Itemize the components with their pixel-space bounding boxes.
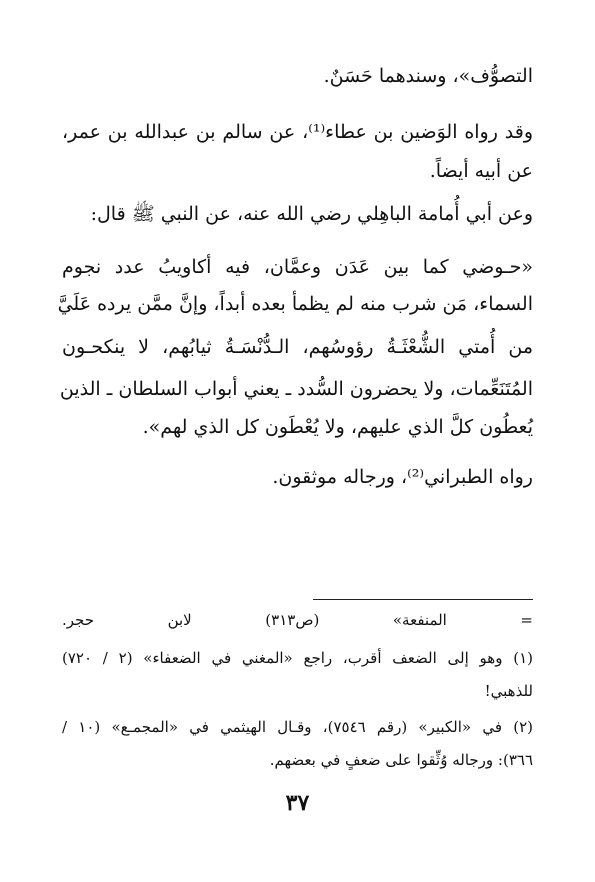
footnote-line-4: (٢) في «الكبير» (رقم ٧٥٤٦)، وقـال الهيثمي في «المجمـع» (١٠ / — [62, 718, 534, 736]
body-line-3: عن أبيه أيضاً. — [429, 160, 533, 182]
body-line-1: التصوُّف»، وسندهما حَسَنٌ. — [323, 65, 533, 87]
footnote-line-1: = المنفعة» (ص٣١٣) لابن حجر. — [62, 611, 533, 629]
body-line-2: وقد رواه الوَضين بن عطاء⁽¹⁾، عن سالم بن عبدالله بن عمر، — [62, 121, 533, 143]
footnote-divider — [313, 599, 533, 600]
body-line-9: يُعطُون كلَّ الذي عليهم، ولا يُعْطَون كل الذي لهم». — [142, 416, 533, 438]
body-line-4: وعن أبي أُمامة الباهِلي رضي الله عنه، عن النبي ﷺ قال: — [90, 203, 533, 225]
body-line-6: السماء، مَن شرب منه لم يظمأ بعده أبداً، وإنَّ ممَّن يرده عَلَيَّ — [57, 293, 533, 315]
body-line-10: رواه الطبراني⁽²⁾، ورجاله موثقون. — [272, 466, 533, 488]
footnote-line-3: للذهبي! — [484, 682, 533, 700]
body-line-7: من أُمتي الشُّعْثَـةُ رؤوسُهم، الـدُّنْسَـةُ ثيابُهم، لا ينكحـون — [62, 336, 533, 358]
body-line-5: «حـوضي كما بين عَدَن وعمَّان، فيه أكاويبُ عدد نجوم — [62, 256, 533, 278]
footnote-line-2: (١) وهو إلى الضعف أقرب، راجع «المغني في الضعفاء» (٢ / ٧٢٠) — [62, 649, 533, 667]
page-number: ٣٧ — [285, 790, 310, 816]
body-line-8: المُتَنَعِّمات، ولا يحضرون السُّدد ـ يعني أبواب السلطان ـ الذين — [59, 378, 533, 400]
footnote-line-5: ٣٦٦): ورجاله وُثِّقوا على ضعفٍ في بعضهم. — [269, 751, 533, 769]
